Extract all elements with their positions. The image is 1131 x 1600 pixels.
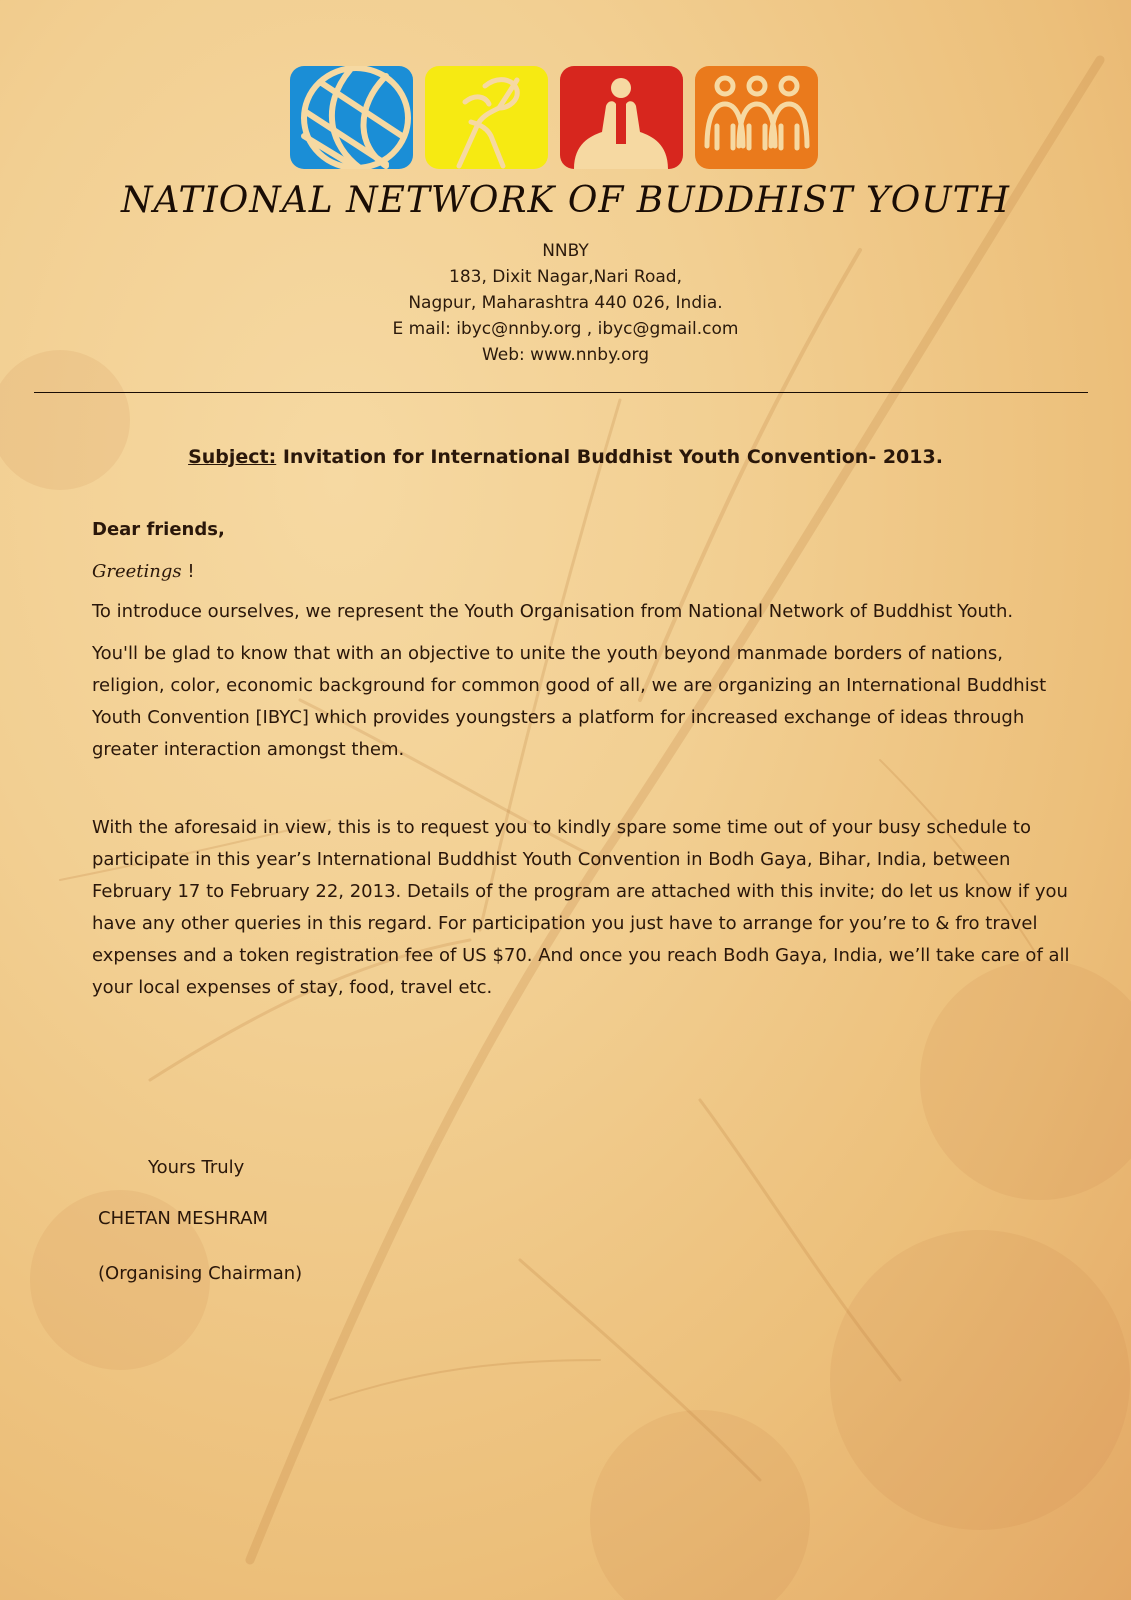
letter-body: [92, 514, 1072, 1014]
greeting-mark: !: [187, 561, 195, 582]
letterhead-divider: [34, 392, 1088, 393]
logo-tile-globe: [290, 66, 413, 169]
web-line: Web: www.nnby.org: [481, 345, 649, 365]
logo-tile-people: [695, 66, 818, 169]
greeting: [92, 556, 1072, 588]
address-line-1: 183, Dixit Nagar,Nari Road,: [449, 267, 682, 287]
address-line-2: Nagpur, Maharashtra 440 026, India.: [408, 293, 723, 313]
paragraph-objective: You'll be glad to know that with an objective to unite the youth beyond manmade borders of nations, religion, color, economic background for common good of all, we are organizing an International Buddhist Youth Convention [IBYC] which provides youngsters a platform for increased exchange of ideas through greater interaction amongst them.: [92, 643, 1047, 760]
email-line: E mail: ibyc@nnby.org , ibyc@gmail.com: [392, 319, 739, 339]
three-people-icon: [695, 66, 818, 169]
hands-icon: [425, 66, 548, 169]
org-short-name: NNBY: [542, 241, 589, 261]
paragraph-introduction: To introduce ourselves, we represent the Youth Organisation from National Network of Buddhist Youth.: [92, 601, 1014, 622]
subject-label: Subject:: [188, 446, 277, 468]
logo-tile-hands: [425, 66, 548, 169]
letterhead-address: [0, 238, 1131, 368]
subject-line: [0, 446, 1131, 468]
organization-name: NATIONAL NETWORK OF BUDDHIST YOUTH: [120, 180, 1011, 221]
closing: Yours Truly: [148, 1157, 245, 1178]
paragraph-request: With the aforesaid in view, this is to request you to kindly spare some time out of your busy schedule to participate in this year’s International Buddhist Youth Convention in Bodh Gaya, Bihar, India, between February 17 to February 22, 2013. Details of the program are attached with this invite; do let us know if you have any other queries in this regard. For participation you just have to arrange for you’re to & fro travel expenses and a token registration fee of US $70. And once you reach Bodh Gaya, India, we’ll take care of all your local expenses of stay, food, travel etc.: [92, 817, 1070, 998]
signer-title: (Organising Chairman): [98, 1263, 303, 1284]
signer-name: CHETAN MESHRAM: [98, 1208, 269, 1229]
nnby-logo: [290, 66, 820, 169]
subject-text: Invitation for International Buddhist Youth Convention- 2013.: [276, 446, 943, 468]
seated-figure-icon: [560, 66, 683, 169]
globe-icon: [290, 66, 413, 169]
logo-tile-seated-figure: [560, 66, 683, 169]
salutation: Dear friends,: [92, 519, 225, 540]
greeting-word: Greetings: [92, 561, 182, 582]
